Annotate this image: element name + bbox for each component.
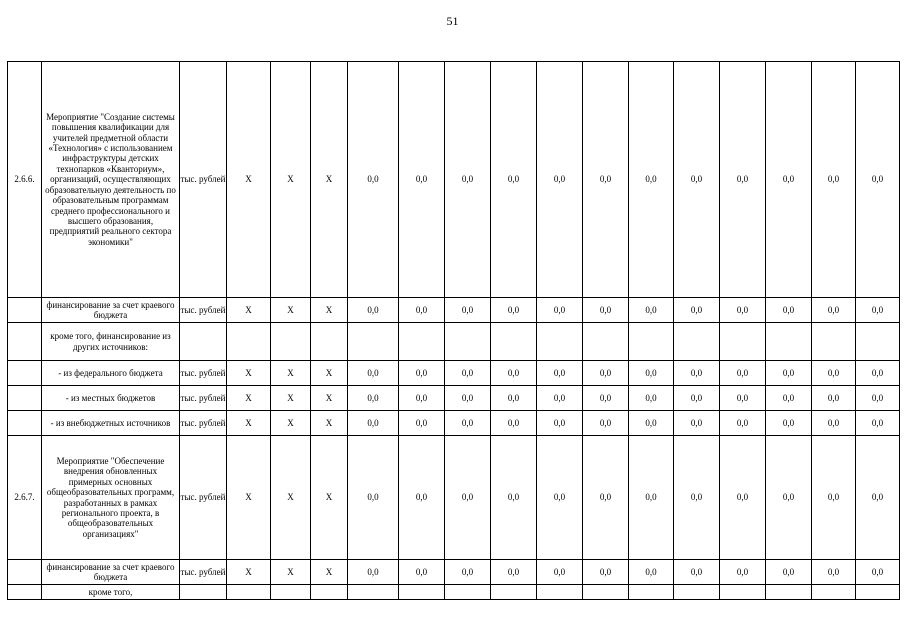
row-value: 0,0	[720, 411, 766, 436]
row-value: 0,0	[537, 386, 583, 411]
row-value: 0,0	[445, 560, 491, 585]
row-value	[629, 323, 674, 361]
row-code	[8, 361, 42, 386]
row-value: 0,0	[399, 386, 445, 411]
row-value: 0,0	[812, 62, 856, 298]
row-mark: X	[271, 386, 311, 411]
row-name: Мероприятие "Обеспечение внедрения обновленных примерных основных общеобразовательных программ, разработанных в рамках регионального проекта, в общеобразовательных организациях"	[46, 455, 175, 539]
row-value	[720, 585, 766, 600]
row-value: 0,0	[445, 436, 491, 560]
row-value	[583, 323, 629, 361]
row-mark: X	[311, 560, 348, 585]
row-mark: X	[227, 62, 271, 298]
row-mark: X	[271, 62, 311, 298]
row-value: 0,0	[537, 411, 583, 436]
row-mark: X	[227, 298, 271, 323]
row-value: 0,0	[812, 298, 856, 323]
row-mark: X	[311, 386, 348, 411]
row-mark	[311, 323, 348, 361]
row-value	[812, 323, 856, 361]
row-unit: тыс. рублей	[180, 361, 227, 386]
row-value: 0,0	[766, 411, 812, 436]
row-value: 0,0	[348, 298, 399, 323]
row-value: 0,0	[491, 386, 537, 411]
row-name: Мероприятие "Создание системы повышения квалификации для учителей предметной области «Технология» с использованием инфраструктуры детских технопарков «Кванториум», организаций, осуществляющих образовательную деятельность по образовательным программам среднего профессионального и высшего образования, предприятий реального сектора экономики"	[45, 111, 176, 247]
table-row	[8, 386, 900, 411]
row-value: 0,0	[348, 436, 399, 560]
row-mark: X	[311, 361, 348, 386]
row-mark	[271, 585, 311, 600]
row-value: 0,0	[674, 62, 720, 298]
row-value: 0,0	[629, 436, 674, 560]
row-mark: X	[271, 436, 311, 560]
row-name: кроме того, финансирование из других источников:	[50, 331, 171, 352]
row-mark: X	[311, 411, 348, 436]
row-unit: тыс. рублей	[180, 62, 227, 298]
row-value: 0,0	[583, 386, 629, 411]
row-value: 0,0	[491, 298, 537, 323]
row-value	[537, 323, 583, 361]
row-value: 0,0	[491, 411, 537, 436]
row-mark: X	[311, 436, 348, 560]
row-value: 0,0	[766, 361, 812, 386]
row-value: 0,0	[766, 62, 812, 298]
row-value: 0,0	[629, 560, 674, 585]
row-name-cell	[42, 585, 180, 600]
row-value: 0,0	[537, 298, 583, 323]
row-value: 0,0	[348, 361, 399, 386]
row-value: 0,0	[856, 361, 900, 386]
row-value	[348, 323, 399, 361]
row-value: 0,0	[720, 298, 766, 323]
row-value: 0,0	[812, 411, 856, 436]
row-value: 0,0	[583, 560, 629, 585]
row-value: 0,0	[720, 361, 766, 386]
row-code: 2.6.7.	[8, 436, 42, 560]
row-value: 0,0	[856, 62, 900, 298]
row-code	[8, 560, 42, 585]
row-name-cell	[42, 298, 180, 323]
row-unit: тыс. рублей	[180, 560, 227, 585]
row-value: 0,0	[766, 386, 812, 411]
row-value	[583, 585, 629, 600]
page-number: 51	[446, 14, 459, 28]
row-value	[445, 323, 491, 361]
table-body	[8, 62, 900, 600]
row-value: 0,0	[674, 361, 720, 386]
row-name-cell	[42, 386, 180, 411]
row-mark	[227, 323, 271, 361]
row-code	[8, 585, 42, 600]
row-value: 0,0	[348, 560, 399, 585]
row-value	[720, 323, 766, 361]
row-value: 0,0	[491, 62, 537, 298]
row-code: 2.6.6.	[8, 62, 42, 298]
row-value: 0,0	[399, 62, 445, 298]
row-mark: X	[227, 436, 271, 560]
table-row	[8, 323, 900, 361]
row-mark: X	[311, 62, 348, 298]
row-value: 0,0	[491, 436, 537, 560]
row-unit: тыс. рублей	[180, 436, 227, 560]
row-name-cell	[42, 560, 180, 585]
row-unit	[180, 585, 227, 600]
row-value: 0,0	[583, 62, 629, 298]
row-value: 0,0	[348, 62, 399, 298]
row-mark: X	[271, 560, 311, 585]
row-value: 0,0	[399, 411, 445, 436]
row-name: - из внебюджетных источников	[50, 417, 171, 428]
row-value	[399, 323, 445, 361]
row-name-cell	[42, 436, 180, 560]
row-value	[629, 585, 674, 600]
row-value	[399, 585, 445, 600]
row-value: 0,0	[766, 436, 812, 560]
row-value	[445, 585, 491, 600]
row-name: - из федерального бюджета	[58, 367, 163, 378]
row-value: 0,0	[629, 298, 674, 323]
row-value: 0,0	[583, 298, 629, 323]
row-value	[348, 585, 399, 600]
row-value: 0,0	[674, 298, 720, 323]
row-value: 0,0	[674, 560, 720, 585]
row-mark: X	[271, 411, 311, 436]
row-unit: тыс. рублей	[180, 411, 227, 436]
row-value: 0,0	[812, 436, 856, 560]
row-value: 0,0	[856, 411, 900, 436]
row-value: 0,0	[720, 560, 766, 585]
row-value	[491, 323, 537, 361]
row-value: 0,0	[445, 298, 491, 323]
row-name-cell	[42, 361, 180, 386]
row-value: 0,0	[720, 436, 766, 560]
row-value: 0,0	[583, 411, 629, 436]
table-row	[8, 62, 900, 298]
row-value: 0,0	[720, 62, 766, 298]
table-row	[8, 411, 900, 436]
row-value: 0,0	[491, 361, 537, 386]
row-value: 0,0	[491, 560, 537, 585]
row-mark: X	[227, 386, 271, 411]
row-value: 0,0	[445, 386, 491, 411]
row-value: 0,0	[583, 361, 629, 386]
row-name: финансирование за счет краевого бюджета	[46, 299, 175, 320]
row-unit: тыс. рублей	[180, 298, 227, 323]
row-mark	[271, 323, 311, 361]
table-row	[8, 585, 900, 600]
row-value: 0,0	[629, 361, 674, 386]
row-value	[491, 585, 537, 600]
row-name-cell	[42, 62, 180, 298]
row-value: 0,0	[445, 361, 491, 386]
row-value: 0,0	[812, 386, 856, 411]
row-value	[674, 585, 720, 600]
row-value: 0,0	[348, 386, 399, 411]
row-name: - из местных бюджетов	[65, 392, 156, 403]
row-unit: тыс. рублей	[180, 386, 227, 411]
row-value: 0,0	[629, 386, 674, 411]
row-code	[8, 298, 42, 323]
row-value: 0,0	[856, 560, 900, 585]
table-row	[8, 298, 900, 323]
row-value	[856, 323, 900, 361]
row-value	[766, 323, 812, 361]
row-name: финансирование за счет краевого бюджета	[46, 561, 175, 582]
row-unit	[180, 323, 227, 361]
row-value: 0,0	[856, 298, 900, 323]
row-value: 0,0	[812, 361, 856, 386]
row-name-cell	[42, 323, 180, 361]
row-value: 0,0	[537, 436, 583, 560]
row-value: 0,0	[583, 436, 629, 560]
row-name-cell	[42, 411, 180, 436]
row-value: 0,0	[399, 298, 445, 323]
table-row	[8, 436, 900, 560]
row-value: 0,0	[537, 361, 583, 386]
row-value: 0,0	[812, 560, 856, 585]
row-value: 0,0	[674, 386, 720, 411]
row-value: 0,0	[674, 436, 720, 560]
row-value: 0,0	[537, 560, 583, 585]
row-mark: X	[271, 298, 311, 323]
row-value: 0,0	[399, 560, 445, 585]
row-value: 0,0	[629, 62, 674, 298]
row-value: 0,0	[399, 361, 445, 386]
budget-table	[7, 61, 900, 600]
row-value: 0,0	[445, 411, 491, 436]
row-mark: X	[227, 560, 271, 585]
row-mark: X	[311, 298, 348, 323]
row-value: 0,0	[537, 62, 583, 298]
row-value: 0,0	[629, 411, 674, 436]
row-value: 0,0	[399, 436, 445, 560]
row-value: 0,0	[348, 411, 399, 436]
row-value: 0,0	[674, 411, 720, 436]
row-value: 0,0	[766, 298, 812, 323]
row-name: кроме того,	[88, 586, 133, 597]
row-value: 0,0	[856, 436, 900, 560]
row-mark: X	[227, 411, 271, 436]
row-value: 0,0	[445, 62, 491, 298]
row-code	[8, 386, 42, 411]
row-value	[856, 585, 900, 600]
row-mark: X	[227, 361, 271, 386]
row-mark: X	[271, 361, 311, 386]
row-value	[674, 323, 720, 361]
row-value: 0,0	[766, 560, 812, 585]
row-mark	[311, 585, 348, 600]
table-row	[8, 560, 900, 585]
row-mark	[227, 585, 271, 600]
row-code	[8, 323, 42, 361]
row-value	[537, 585, 583, 600]
row-value	[766, 585, 812, 600]
row-value: 0,0	[720, 386, 766, 411]
row-value: 0,0	[856, 386, 900, 411]
row-code	[8, 411, 42, 436]
row-value	[812, 585, 856, 600]
table-row	[8, 361, 900, 386]
